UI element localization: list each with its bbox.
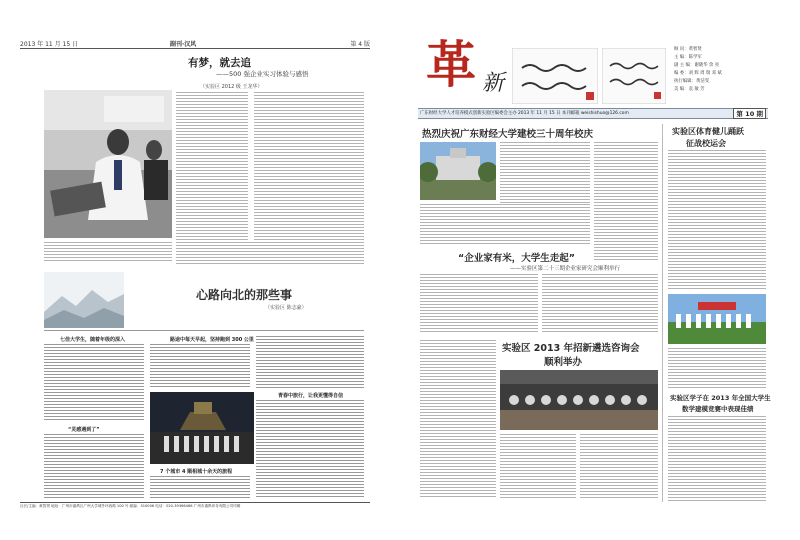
text-block xyxy=(254,92,364,240)
article-subtitle-entrepreneur: ——实验区第二十三期企业家研究会顺利举行 xyxy=(510,266,621,272)
text-block xyxy=(542,274,658,334)
masthead-strip-text: 广东财经大学人才培养模式创新实验区编委会主办 2013 年 11 月 15 日 本刊邮箱 weishishuo@126.com xyxy=(420,111,629,116)
right-newspaper-page xyxy=(418,35,771,508)
left-header-section: 副刊·汉风 xyxy=(170,41,197,48)
masthead-logo-script: 新 xyxy=(482,71,505,96)
night-group-photo xyxy=(150,392,254,464)
sports-team-photo xyxy=(668,294,766,344)
office-intern-photo xyxy=(44,90,172,238)
masthead-info xyxy=(674,46,754,94)
article-title-entrepreneur: “企业家有米，大学生走起” xyxy=(458,253,575,264)
footer-rule xyxy=(20,502,370,503)
recruitment-meeting-photo xyxy=(500,370,658,430)
masthead-logo-char: 革 xyxy=(426,35,476,94)
masthead-info-line: 副 主 编：谢晓华 余 亮 xyxy=(674,63,720,68)
masthead-strip xyxy=(418,108,768,119)
text-block xyxy=(256,400,364,498)
text-block xyxy=(256,336,364,388)
divider xyxy=(44,330,364,331)
text-block xyxy=(420,274,538,334)
calligraphy-inscription-1 xyxy=(512,48,598,104)
text-block xyxy=(44,344,144,422)
masthead-info-line: 顾 问：黄智贤 xyxy=(674,47,702,52)
text-block xyxy=(420,204,590,244)
left-page-footer: 社长/主编：黄智贤 地址：广州市番禺区广州大学城外环西路 100 号 邮编：510006 电话：020-39366466 广州市番禺印务有限公司印刷 xyxy=(20,504,241,508)
masthead-info-line: 编 委：刘 辉 周 瑞 邓 斌 xyxy=(674,71,722,76)
article-title-north: 心路向北的那些事 xyxy=(196,288,293,302)
text-block xyxy=(420,340,496,498)
text-block xyxy=(668,348,766,388)
article-title-math-modeling-2: 数学建模竞赛中表现佳绩 xyxy=(682,405,754,413)
text-block xyxy=(668,416,766,502)
masthead-info-line: 主 编：陈学军 xyxy=(674,55,702,60)
text-block xyxy=(668,150,766,290)
text-block xyxy=(500,434,576,498)
edition-number: 第 10 期 xyxy=(733,108,766,119)
article-title-dream: 有梦，就去追 xyxy=(188,57,251,69)
text-block xyxy=(500,142,590,204)
text-block xyxy=(594,142,658,262)
article-title-sports-2: 征战校运会 xyxy=(686,139,726,148)
masthead-info-line: 执行编辑：黄洁雯 xyxy=(674,79,710,84)
masthead-info-line: 美 编：袁 敏 芳 xyxy=(674,87,705,92)
column-heading: 七佳大学生，随着年级的深入 xyxy=(60,337,126,343)
article-byline-dream: （实验区 2012 级 王龙华） xyxy=(200,84,263,90)
left-page-header xyxy=(20,38,370,49)
left-newspaper-page xyxy=(20,38,370,508)
column-heading: 7 个城市 4 顺相城十余天的旅程 xyxy=(160,469,233,475)
text-block xyxy=(44,242,172,262)
text-block xyxy=(150,476,250,498)
article-title-anniversary: 热烈庆祝广东财经大学建校三十周年校庆 xyxy=(422,129,594,140)
campus-anniversary-photo xyxy=(420,142,496,200)
article-title-recruitment-2: 顺利举办 xyxy=(544,357,583,368)
text-block xyxy=(176,242,364,266)
text-block xyxy=(580,434,658,498)
article-title-sports: 实验区体育健儿踊跃 xyxy=(672,127,744,136)
column-divider xyxy=(662,124,663,502)
mountain-landscape-photo xyxy=(44,272,124,328)
text-block xyxy=(176,92,248,240)
calligraphy-inscription-2 xyxy=(602,48,666,104)
text-block xyxy=(44,434,144,498)
article-title-math-modeling: 实验区学子在 2013 年全国大学生 xyxy=(670,394,771,402)
article-subtitle-dream: ——500 强企业实习体验与感悟 xyxy=(216,70,309,78)
text-block xyxy=(150,344,250,388)
article-byline-north: （实验区 陈志豪） xyxy=(265,305,307,311)
column-heading: 路途中每天早起，坚持跑到 300 公里 xyxy=(170,337,254,343)
left-header-date: 2013 年 11 月 15 日 xyxy=(20,41,79,48)
article-title-recruitment: 实验区 2013 年招新遴选咨询会 xyxy=(502,343,640,354)
column-heading: 青春中旅行，让我更懂得自信 xyxy=(278,393,344,399)
left-header-page-no: 第 4 版 xyxy=(350,41,370,48)
column-heading: “灵感遇到了” xyxy=(68,427,100,433)
